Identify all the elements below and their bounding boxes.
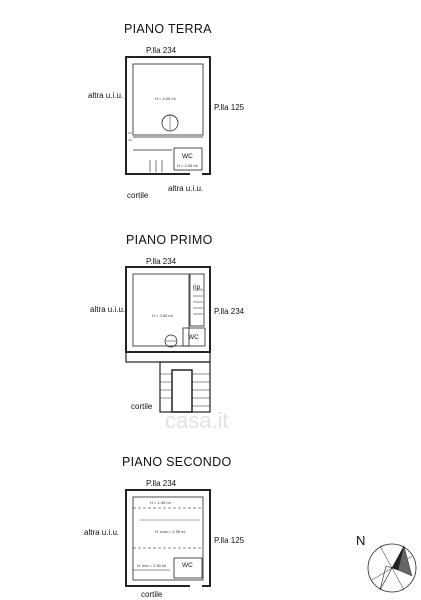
top-boundary-label: P.lla 234	[146, 479, 177, 488]
room-height-label: H = 3.60 ml	[152, 313, 173, 318]
storage-label: rip.	[193, 284, 203, 291]
watermark: casa.it	[165, 408, 229, 433]
wc-label: WC	[188, 334, 199, 341]
north-label: N	[356, 533, 366, 548]
right-boundary-label: P.lla 125	[214, 536, 245, 545]
floor-title-piano-primo: PIANO PRIMO	[126, 233, 213, 247]
wc-label: WC	[182, 562, 193, 569]
courtyard-label: cortile	[141, 590, 163, 599]
left-boundary-label: altra u.i.u.	[88, 91, 124, 100]
height-min-label: H. min = 2.30 ml	[137, 563, 167, 568]
left-boundary-label: altra u.i.u.	[90, 305, 126, 314]
wc-height-label: H = 2.45 ml	[177, 163, 198, 168]
height-max-label: H. max = 2.95 ml	[155, 529, 186, 534]
north-arrow-rose	[368, 544, 416, 592]
floor-title-piano-terra: PIANO TERRA	[124, 22, 212, 36]
courtyard-label: cortile	[127, 191, 149, 200]
bottom-right-boundary-label: altra u.i.u.	[168, 184, 204, 193]
left-boundary-label: altra u.i.u.	[84, 528, 120, 537]
room-height-label: H = 4.00 ml	[155, 96, 176, 101]
top-boundary-label: P.lla 234	[146, 46, 177, 55]
top-boundary-label: P.lla 234	[146, 257, 177, 266]
floor-title-piano-secondo: PIANO SECONDO	[122, 455, 232, 469]
courtyard-label: cortile	[131, 402, 153, 411]
plan-piano-terra	[126, 57, 210, 174]
right-boundary-label: P.lla 125	[214, 103, 245, 112]
height-top-label: H = 1.45 ml	[150, 500, 171, 505]
right-boundary-label: P.lla 234	[214, 307, 245, 316]
wc-label: WC	[182, 153, 193, 160]
